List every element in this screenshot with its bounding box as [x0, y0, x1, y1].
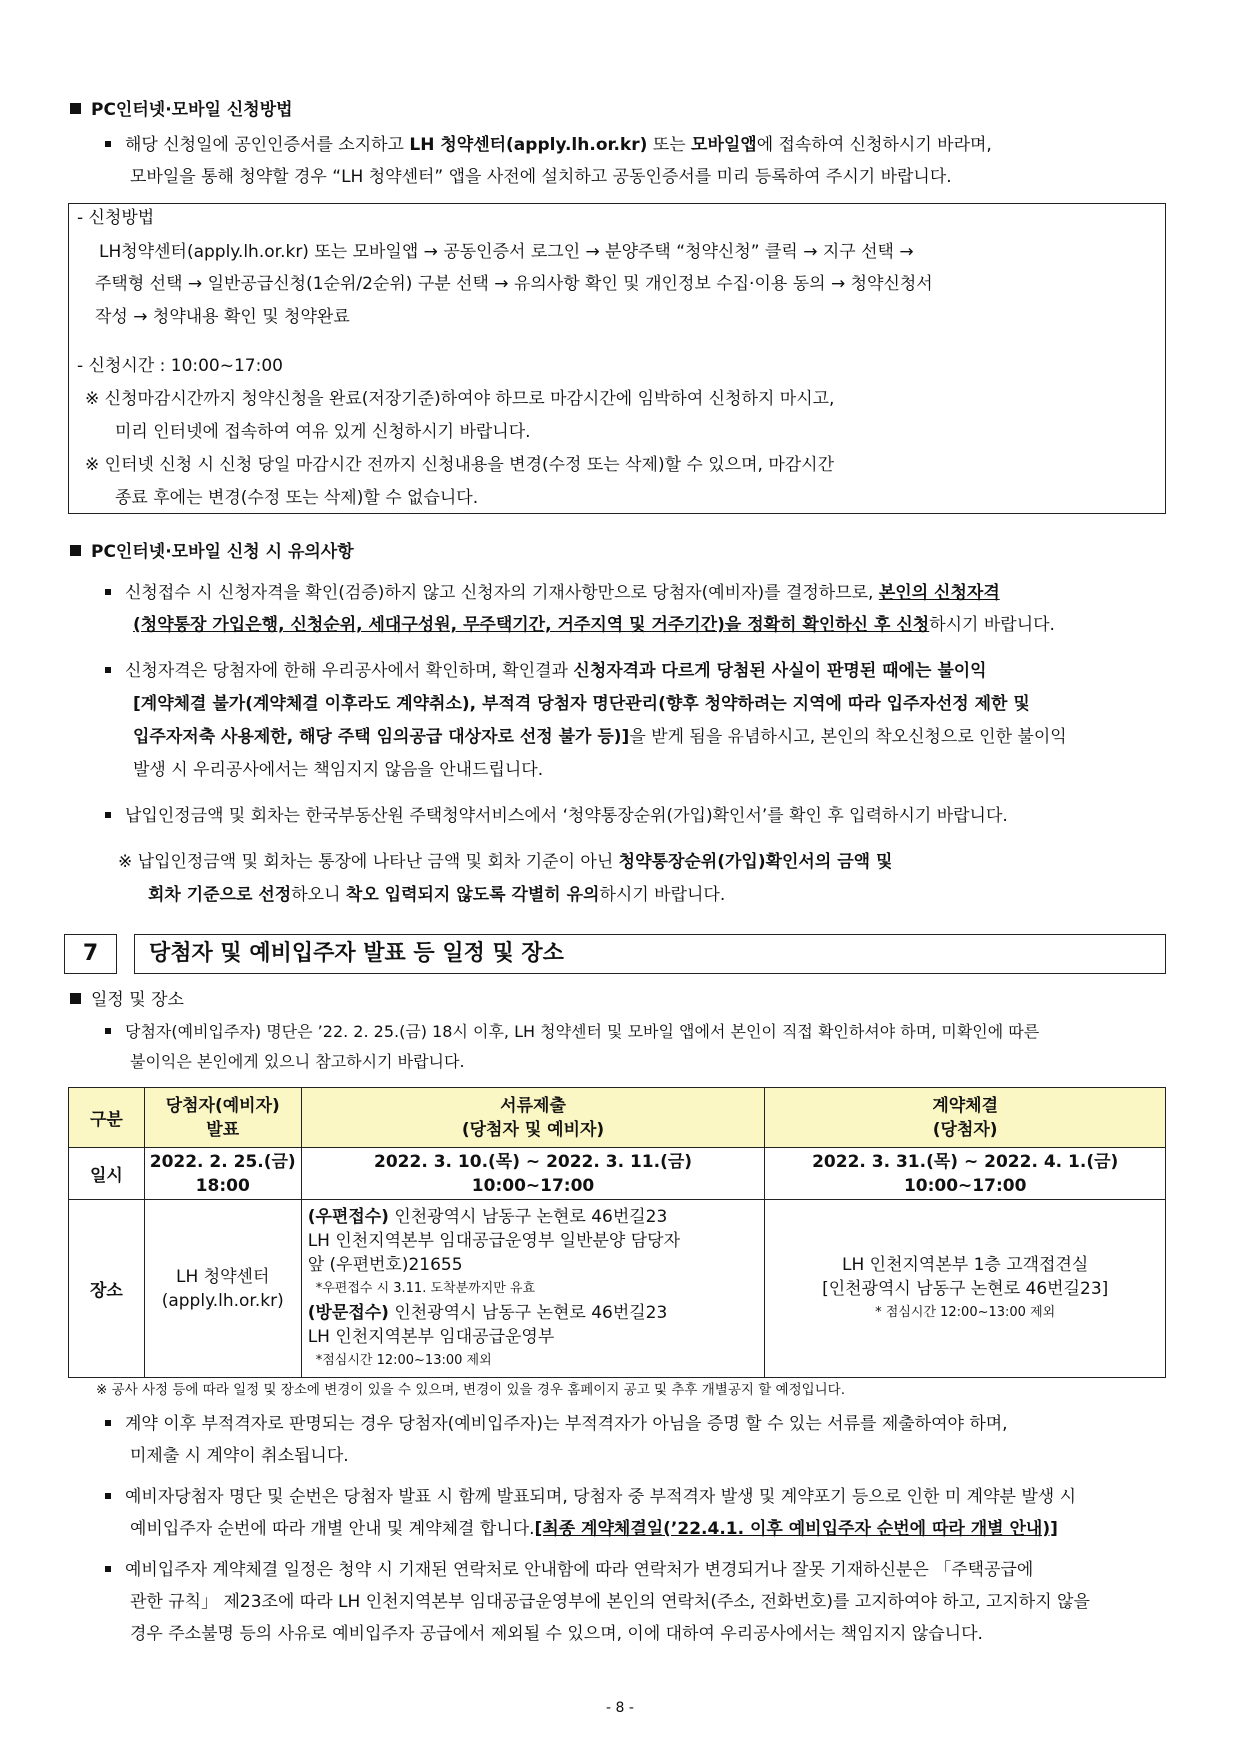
text: 또는 — [647, 135, 692, 155]
header-cell — [301, 1088, 765, 1148]
table-cell — [301, 1148, 765, 1200]
text: 일시 — [89, 1166, 123, 1186]
caution-note-line2 — [148, 883, 725, 907]
square-bullet-icon — [70, 993, 81, 1004]
caution-bullet-1 — [105, 581, 1000, 605]
section7-bullet-2-line2 — [130, 1517, 1058, 1541]
caution-bullet-2 — [105, 659, 987, 683]
text: 인천광역시 남동구 논현로 46번길23 — [388, 1206, 668, 1227]
caution-bullet-2-line4: 발생 시 우리공사에서는 책임지지 않음을 안내드립니다. — [133, 760, 544, 780]
section7-bullet-3-line2: 관한 규칙」 제23조에 따라 LH 인천지역본부 임대공급운영부에 본인의 연락처(주소, 전화번호)를 고지하여야 하고, 고지하지 않을 — [130, 1592, 1090, 1612]
header-cell — [69, 1088, 145, 1148]
text: 해당 신청일에 공인인증서를 소지하고 — [125, 135, 410, 155]
text-bold: 청약통장순위(가입)확인서의 금액 및 — [618, 852, 893, 872]
caution-bullet-2-line2 — [133, 692, 1030, 716]
section-number-box — [64, 934, 117, 974]
heading-text: PC인터넷·모바일 신청 시 유의사항 — [91, 542, 354, 562]
text: * 점심시간 12:00~13:00 제외 — [875, 1304, 1056, 1320]
table-cell — [765, 1148, 1166, 1200]
text: 당첨자(예비자) — [165, 1095, 280, 1116]
text: 하오니 — [291, 885, 346, 905]
text-bold: [계약체결 불가(계약체결 이후라도 계약취소), 부적격 당첨자 명단관리(향후 청약하려는 지역에 따라 입주자선정 제한 및 — [133, 694, 1030, 714]
text-bold-underline: [최종 계약체결일(’22.4.1. 이후 예비입주자 순번에 따라 개별 안내)] — [534, 1519, 1058, 1539]
table-header-row — [69, 1088, 1166, 1148]
text-bold-underline: 본인의 신청자격 — [878, 583, 1000, 603]
row-label — [69, 1200, 145, 1378]
section7-bullet-1 — [105, 1412, 1008, 1436]
text-bold: (방문접수) — [307, 1302, 389, 1323]
text-bold: 회차 기준으로 선정 — [148, 885, 292, 905]
text: 납입인정금액 및 회차는 한국부동산원 주택청약서비스에서 ‘청약통장순위(가입)확인서’를 확인 후 입력하시기 바랍니다. — [125, 806, 1008, 826]
box-line: LH청약센터(apply.lh.or.kr) 또는 모바일앱 → 공동인증서 로그인 → 분양주택 “청약신청” 클릭 → 지구 선택 → — [99, 242, 914, 262]
text: [인천광역시 남동구 논현로 46번길23] — [822, 1278, 1109, 1299]
box-line: - 신청시간 : 10:00~17:00 — [77, 356, 283, 376]
section-heading-caution — [70, 540, 354, 564]
box-line: ※ 인터넷 신청 시 신청 당일 마감시간 전까지 신청내용을 변경(수정 또는 삭제)할 수 있으며, 마감시간 — [85, 455, 835, 475]
text: 계약 이후 부적격자로 판명되는 경우 당첨자(예비입주자)는 부적격자가 아님을 증명 할 수 있는 서류를 제출하여야 하며, — [125, 1414, 1008, 1434]
visit-line — [308, 1301, 765, 1325]
text: 하시기 바랍니다. — [599, 885, 726, 905]
caution-bullet-3 — [105, 804, 1008, 828]
section7-bullet-3 — [105, 1558, 1033, 1582]
text: 신청접수 시 신청자격을 확인(검증)하지 않고 신청자의 기재사항만으로 당첨자(예비자)를 결정하므로, — [125, 583, 879, 603]
text: 2022. 3. 31.(목) ~ 2022. 4. 1.(금) — [812, 1151, 1119, 1172]
section-title: 당첨자 및 예비입주자 발표 등 일정 및 장소 — [149, 941, 564, 966]
bullet-icon — [105, 1028, 111, 1034]
section-heading-pc — [70, 98, 293, 122]
table-note: ※ 공사 사정 등에 따라 일정 및 장소에 변경이 있을 수 있으며, 변경이 있을 경우 홈페이지 공고 및 추후 개별공지 할 예정입니다. — [96, 1382, 846, 1398]
schedule-intro-line2: 불이익은 본인에게 있으니 참고하시기 바랍니다. — [130, 1052, 465, 1071]
text: 계약체결 — [932, 1095, 999, 1116]
table-cell — [144, 1200, 301, 1378]
box-line: 종료 후에는 변경(수정 또는 삭제)할 수 없습니다. — [115, 488, 479, 508]
text: 예비입주자 순번에 따라 개별 안내 및 계약체결 합니다. — [130, 1519, 535, 1539]
text: LH 인천지역본부 임대공급운영부 일반분양 담당자 — [307, 1230, 681, 1251]
bullet-icon — [105, 1566, 111, 1572]
table-cell — [765, 1200, 1166, 1378]
bullet-icon — [105, 1493, 111, 1499]
box-line: - 신청방법 — [77, 208, 155, 228]
schedule-subheading — [70, 988, 184, 1012]
text-bold: LH 청약센터(apply.lh.or.kr) — [409, 135, 648, 155]
section-title-box — [134, 934, 1166, 974]
section-number: 7 — [82, 941, 99, 966]
bullet-icon — [105, 1420, 111, 1426]
text: (당첨자 및 예비자) — [461, 1119, 605, 1140]
table-cell — [301, 1200, 765, 1378]
header-cell — [765, 1088, 1166, 1148]
text: (apply.lh.or.kr) — [161, 1290, 284, 1311]
schedule-table — [68, 1087, 1166, 1378]
text: *점심시간 12:00~13:00 제외 — [315, 1352, 492, 1368]
text-bold: 신청자격과 다르게 당첨된 사실이 판명된 때에는 불이익 — [573, 661, 987, 681]
text: 신청자격은 당첨자에 한해 우리공사에서 확인하며, 확인결과 — [125, 661, 574, 681]
text: LH 청약센터 — [176, 1266, 270, 1287]
text-bold: 모바일앱 — [691, 135, 757, 155]
text: 인천광역시 남동구 논현로 46번길23 — [388, 1302, 668, 1323]
bullet-icon — [105, 667, 111, 673]
section7-bullet-1-line2: 미제출 시 계약이 취소됩니다. — [130, 1446, 349, 1466]
text: 하시기 바랍니다. — [929, 615, 1055, 635]
text: 예비입주자 계약체결 일정은 청약 시 기재된 연락처로 안내함에 따라 연락처가 변경되거나 잘못 기재하신분은 「주택공급에 — [125, 1560, 1034, 1580]
text-bold: (우편접수) — [307, 1206, 389, 1227]
pc-bullet-1-line2: 모바일을 통해 청약할 경우 “LH 청약센터” 앱을 사전에 설치하고 공동인증서를 미리 등록하여 주시기 바랍니다. — [130, 167, 952, 187]
text: 당첨자(예비입주자) 명단은 ’22. 2. 25.(금) 18시 이후, LH 청약센터 및 모바일 앱에서 본인이 직접 확인하셔야 하며, 미확인에 따른 — [125, 1022, 1040, 1041]
text: *우편접수 시 3.11. 도착분까지만 유효 — [315, 1280, 536, 1296]
caution-bullet-2-line3 — [133, 725, 1067, 749]
heading-text: PC인터넷·모바일 신청방법 — [91, 100, 293, 120]
header-cell — [144, 1088, 301, 1148]
square-bullet-icon — [70, 545, 81, 556]
page-number: - 8 - — [606, 1700, 634, 1716]
schedule-intro — [105, 1020, 1039, 1044]
text-bold: 입주자저축 사용제한, 해당 주택 임의공급 대상자로 선정 불가 등)] — [133, 727, 630, 747]
bullet-icon — [105, 589, 111, 595]
text: 장소 — [89, 1281, 123, 1301]
text: ※ 납입인정금액 및 회차는 통장에 나타난 금액 및 회차 기준이 아닌 — [118, 852, 619, 872]
heading-text: 일정 및 장소 — [91, 990, 184, 1010]
post-line — [308, 1205, 765, 1229]
text: 을 받게 됨을 유념하시고, 본인의 착오신청으로 인한 불이익 — [629, 727, 1067, 747]
bullet-icon — [105, 141, 111, 147]
text: 서류제출 — [500, 1095, 566, 1116]
section7-bullet-3-line3: 경우 주소불명 등의 사유로 예비입주자 공급에서 제외될 수 있으며, 이에 대하여 우리공사에서는 책임지지 않습니다. — [130, 1624, 983, 1644]
text: 에 접속하여 신청하시기 바라며, — [756, 135, 992, 155]
box-line: 주택형 선택 → 일반공급신청(1순위/2순위) 구분 선택 → 유의사항 확인 및 개인정보 수집·이용 동의 → 청약신청서 — [95, 274, 933, 294]
application-method-box — [68, 203, 1166, 514]
pc-bullet-1 — [105, 133, 992, 157]
section7-bullet-2 — [105, 1485, 1076, 1509]
box-line: 미리 인터넷에 접속하여 여유 있게 신청하시기 바랍니다. — [115, 422, 531, 442]
text: 예비자당첨자 명단 및 순번은 당첨자 발표 시 함께 발표되며, 당첨자 중 부적격자 발생 및 계약포기 등으로 인한 미 계약분 발생 시 — [125, 1487, 1077, 1507]
square-bullet-icon — [70, 103, 81, 114]
table-cell — [144, 1148, 301, 1200]
text-bold-underline: (청약통장 가입은행, 신청순위, 세대구성원, 무주택기간, 거주지역 및 거주기간)을 정확히 확인하신 후 신청 — [133, 615, 930, 635]
table-row — [69, 1200, 1166, 1378]
text: (당첨자) — [932, 1119, 998, 1140]
text: 10:00~17:00 — [471, 1175, 595, 1196]
text: 앞 (우편번호)21655 — [307, 1254, 463, 1275]
text: 18:00 — [195, 1175, 250, 1196]
text: 10:00~17:00 — [903, 1175, 1027, 1196]
box-line: 작성 → 청약내용 확인 및 청약완료 — [95, 307, 350, 327]
text-bold: 착오 입력되지 않도록 각별히 유의 — [345, 885, 600, 905]
text: 발표 — [206, 1119, 240, 1140]
caution-bullet-1-line2 — [133, 613, 1055, 637]
caution-note-line1 — [118, 850, 892, 874]
text: LH 인천지역본부 1층 고객접견실 — [842, 1254, 1089, 1275]
text: 구분 — [89, 1110, 123, 1130]
text: 2022. 3. 10.(목) ~ 2022. 3. 11.(금) — [374, 1151, 693, 1172]
box-line: ※ 신청마감시간까지 청약신청을 완료(저장기준)하여야 하므로 마감시간에 임박하여 신청하지 마시고, — [85, 389, 835, 409]
bullet-icon — [105, 812, 111, 818]
text: LH 인천지역본부 임대공급운영부 — [307, 1326, 555, 1347]
text: 2022. 2. 25.(금) — [149, 1151, 296, 1172]
row-label — [69, 1148, 145, 1200]
table-row — [69, 1148, 1166, 1200]
